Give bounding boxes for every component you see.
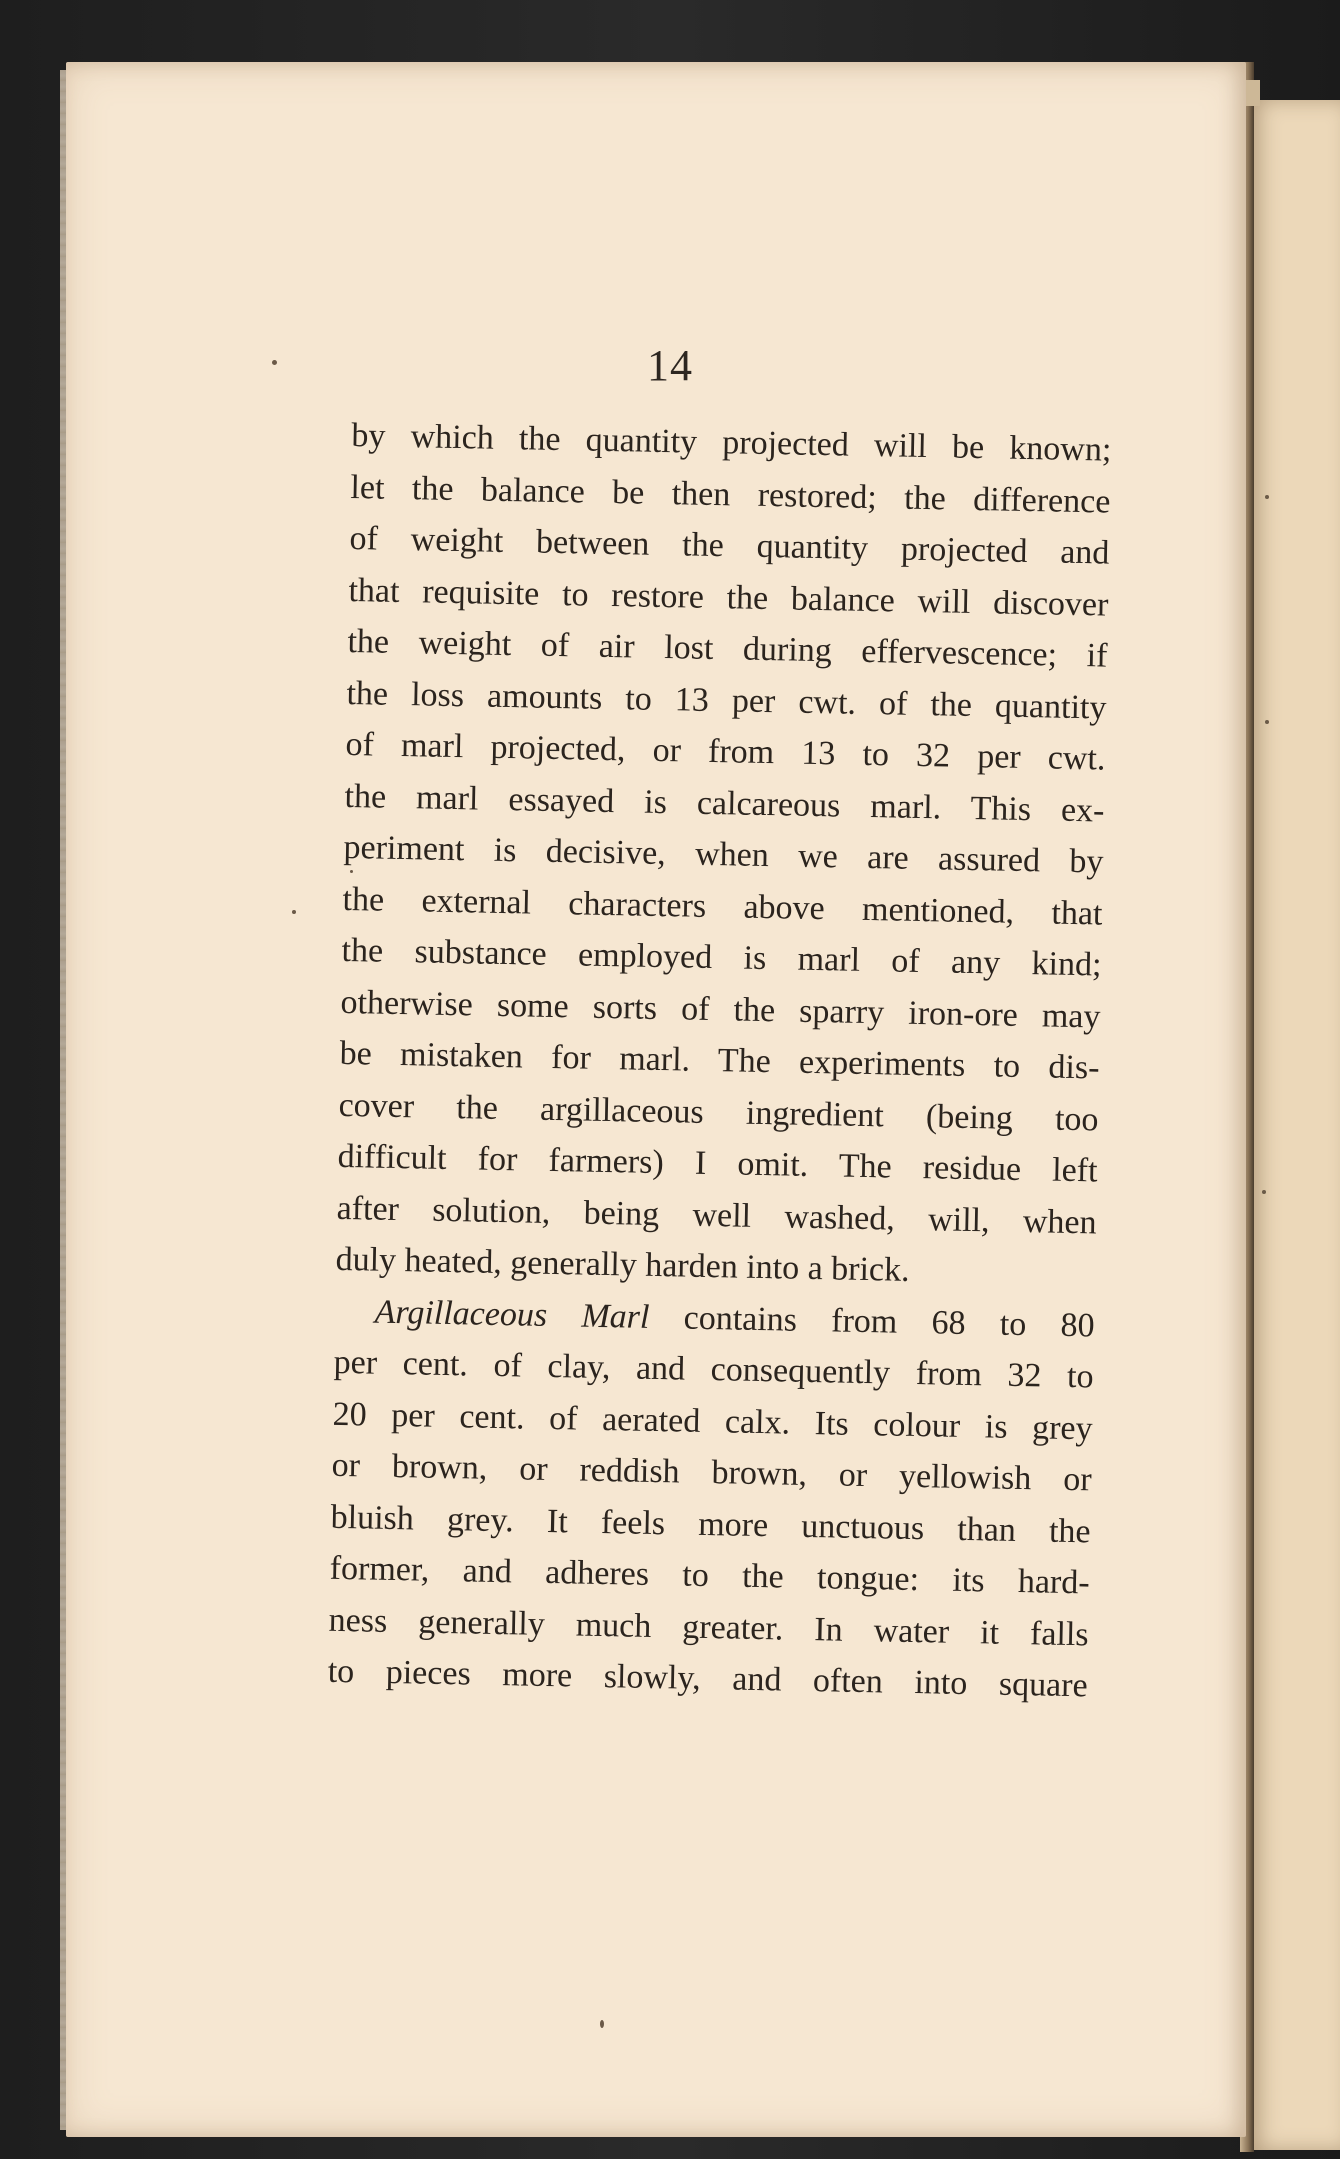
text-line: that requisite to restore the balance will discover bbox=[348, 571, 1109, 624]
text-line: periment is decisive, when we are assured by bbox=[343, 828, 1104, 881]
text-line: of weight between the quantity projected and bbox=[349, 519, 1110, 572]
text-line: or brown, or reddish brown, or yellowish or bbox=[331, 1446, 1092, 1499]
text-line: former, and adheres to the tongue: its hard- bbox=[329, 1549, 1090, 1602]
paragraph bbox=[335, 410, 1112, 1300]
text-line: let the balance be then restored; the difference bbox=[350, 468, 1111, 521]
text-line: to pieces more slowly, and often into square bbox=[327, 1652, 1088, 1705]
page-number: 14 bbox=[647, 341, 693, 390]
text-line: the external characters above mentioned, that bbox=[342, 880, 1103, 932]
paper-speck bbox=[600, 2020, 604, 2028]
text-line: the loss amounts to 13 per cwt. of the quantity bbox=[346, 674, 1107, 727]
paper-speck bbox=[1265, 720, 1269, 724]
line-text: contains from 68 to 80 bbox=[649, 1298, 1095, 1344]
text-line: the substance employed is marl of any kind; bbox=[341, 931, 1102, 984]
paragraphs bbox=[327, 410, 1112, 1712]
body-text bbox=[327, 410, 1112, 1712]
text-line: otherwise some sorts of the sparry iron-ore may bbox=[340, 983, 1101, 1035]
paper-speck bbox=[1262, 1190, 1266, 1194]
facing-page-edge bbox=[1250, 100, 1340, 2150]
text-line: by which the quantity projected will be known; bbox=[351, 416, 1112, 469]
text-line: cover the argillaceous ingredient (being too bbox=[338, 1086, 1099, 1138]
text-line: be mistaken for marl. The experiments to dis- bbox=[339, 1034, 1100, 1087]
text-line: the weight of air lost during effervescence; if bbox=[347, 622, 1108, 675]
italic-term: Argillaceous Marl bbox=[374, 1293, 650, 1336]
paper-speck bbox=[292, 910, 296, 914]
text-line: bluish grey. It feels more unctuous than the bbox=[330, 1498, 1091, 1550]
text-line: of marl projected, or from 13 to 32 per cwt. bbox=[345, 725, 1106, 778]
text-line: ness generally much greater. In water it falls bbox=[328, 1601, 1089, 1653]
paragraph bbox=[327, 1285, 1095, 1712]
text-line: 20 per cent. of aerated calx. Its colour is grey bbox=[332, 1395, 1093, 1447]
text-line: after solution, being well washed, will, when bbox=[336, 1189, 1097, 1241]
text-line: per cent. of clay, and consequently from 32 to bbox=[333, 1343, 1094, 1396]
text-line: difficult for farmers) I omit. The residue left bbox=[337, 1137, 1098, 1190]
text-line: the marl essayed is calcareous marl. This ex- bbox=[344, 777, 1105, 830]
text-line: duly heated, generally harden into a brick. bbox=[335, 1240, 910, 1289]
paper-speck bbox=[1265, 495, 1269, 499]
